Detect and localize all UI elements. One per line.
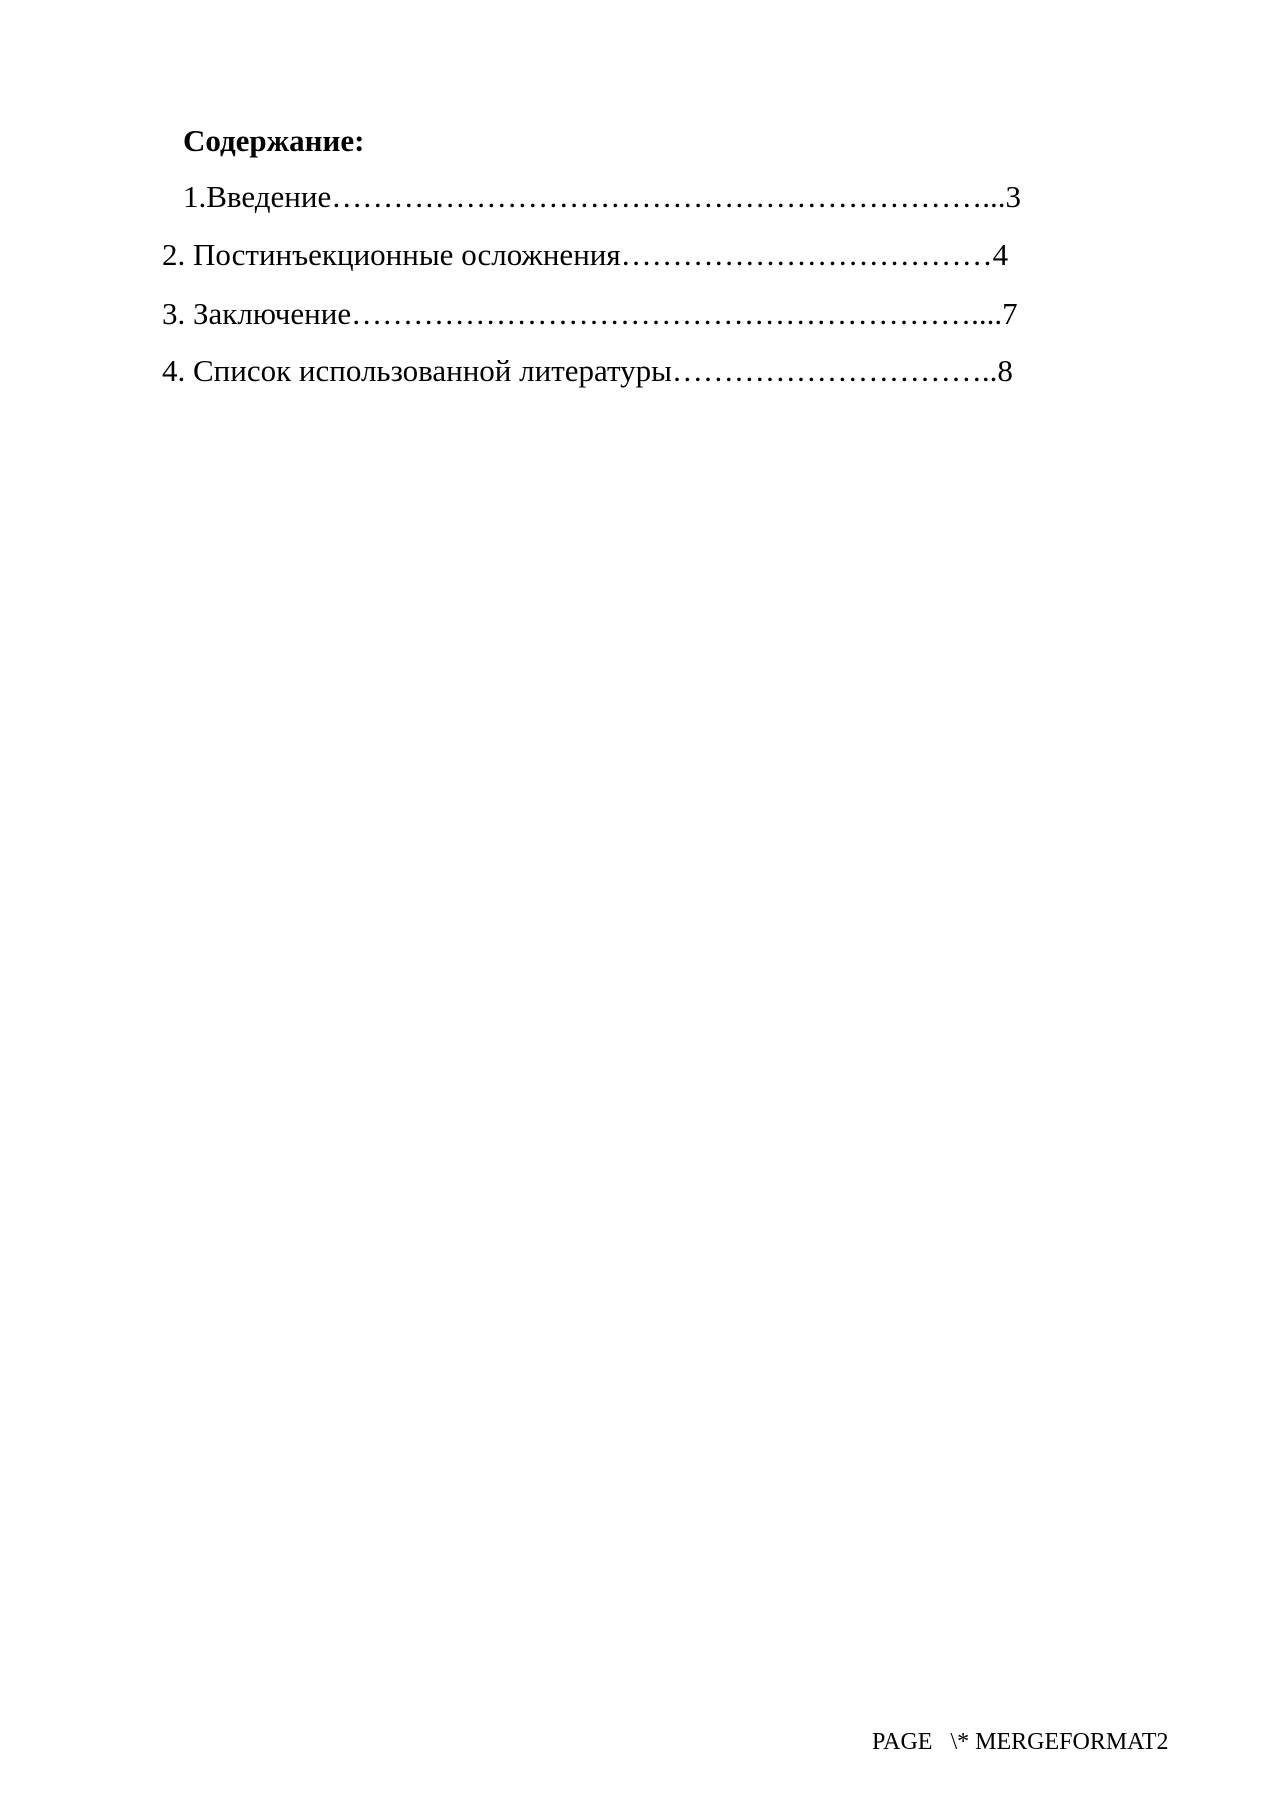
toc-entry-complications: 2. Постинъекционные осложнения………………………………4 [162,237,1009,272]
toc-entry-conclusion: 3. Заключение……………………………………………………....7 [162,296,1018,331]
toc-entry-introduction: 1.Введение………………………………………………………...3 [183,179,1021,214]
page-number-field: PAGE \* MERGEFORMAT2 [872,1729,1169,1755]
toc-title: Содержание: [183,123,365,158]
toc-entry-references: 4. Список использованной литературы…………………………..8 [162,353,1013,388]
